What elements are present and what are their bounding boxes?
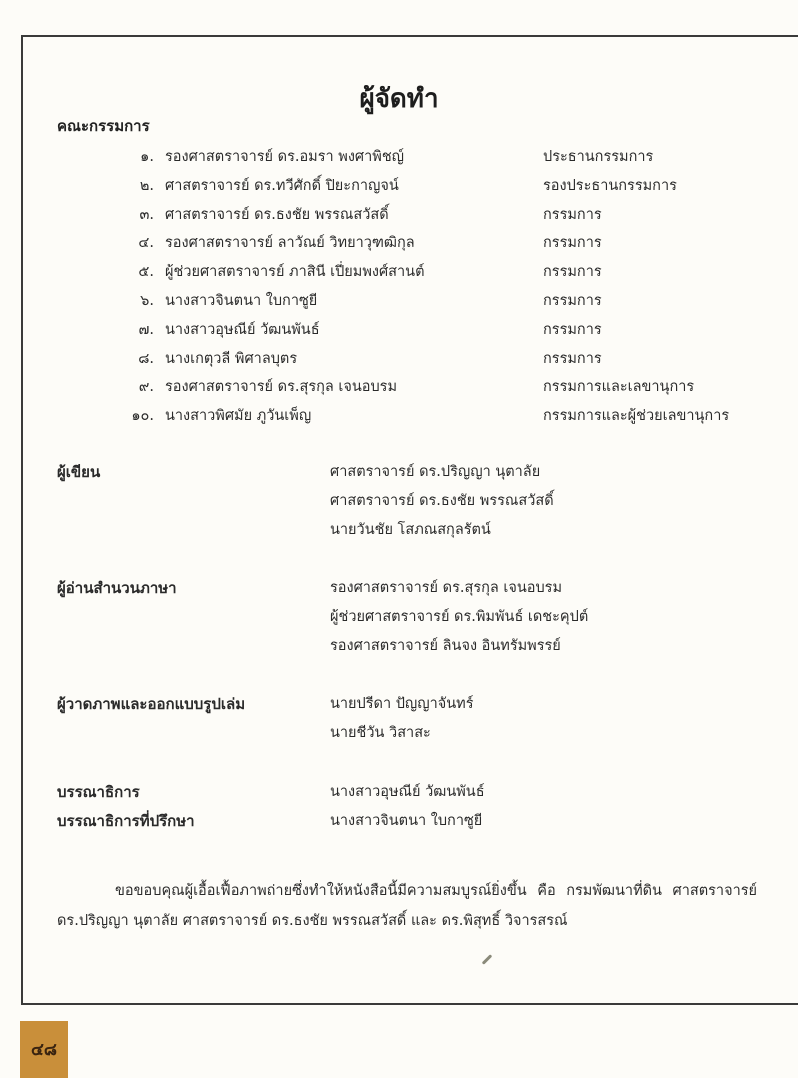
committee-number: ๓. — [139, 206, 154, 223]
writers-list — [330, 458, 554, 545]
committee-number: ๒. — [139, 177, 154, 194]
acknowledgement-paragraph — [57, 876, 757, 936]
committee-name: รองศาสตราจารย์ ดร.อมรา พงศาพิชญ์ — [165, 149, 405, 165]
committee-role: กรรมการ — [543, 350, 602, 367]
committee-name: ศาสตราจารย์ ดร.ทวีศักดิ์ ปิยะกาญจน์ — [165, 177, 399, 194]
language-readers-list — [330, 574, 588, 661]
page-title: ผู้จัดทำ — [359, 84, 439, 114]
committee-role: กรรมการ — [543, 292, 602, 309]
committee-name: รองศาสตราจารย์ ดร.สุรกุล เจนอบรม — [165, 379, 397, 396]
committee-number: ๘. — [138, 350, 154, 367]
language-reader-name: ผู้ช่วยศาสตราจารย์ ดร.พิมพันธ์ เดชะคุปต์ — [330, 609, 589, 625]
committee-role: กรรมการ — [543, 235, 602, 252]
committee-role: รองประธานกรรมการ — [543, 177, 677, 194]
editor-label: บรรณาธิการ — [57, 783, 140, 801]
consulting-editor-list — [330, 807, 482, 836]
committee-row — [0, 316, 798, 345]
committee-name: นางสาวพิศมัย ภูวันเพ็ญ — [165, 408, 312, 425]
page-number: ๔๘ — [31, 1040, 57, 1060]
editor-name: นางสาวอุษณีย์ วัฒนพันธ์ — [330, 784, 485, 800]
committee-row — [0, 345, 798, 374]
committee-row — [0, 373, 798, 402]
committee-list — [0, 143, 798, 431]
committee-role: กรรมการ — [543, 206, 602, 223]
illustrators-label: ผู้วาดภาพและออกแบบรูปเล่ม — [57, 695, 246, 713]
language-reader-name: รองศาสตราจารย์ ลินจง อินทรัมพรรย์ — [330, 638, 561, 654]
consulting-editor-name: นางสาวจินตนา ใบกาซูยี — [330, 813, 483, 829]
illustrator-name: นายชีวัน วิสาสะ — [330, 725, 431, 741]
committee-row — [0, 287, 798, 316]
committee-row — [0, 229, 798, 258]
acknowledgement-text: ขอขอบคุณผู้เอื้อเฟื้อภาพถ่ายซึ่งทำให้หนังสือนี้มีความสมบูรณ์ยิ่งขึ้น คือ กรมพัฒนาที่ดิน ศาสตราจารย์ ดร.ปริญญา นุตาลัย ศาสตราจารย์ ดร.ธงชัย พรรณสวัสดิ์ และ ดร.พิสุทธิ์ วิจารสรณ์ — [57, 883, 757, 929]
committee-name: ผู้ช่วยศาสตราจารย์ ภาสินี เปี่ยมพงศ์สานต์ — [165, 264, 425, 281]
committee-number: ๕. — [138, 264, 154, 281]
committee-name: รองศาสตราจารย์ ลาวัณย์ วิทยาวุฑฒิกุล — [165, 235, 415, 252]
consulting-editor-label: บรรณาธิการที่ปรึกษา — [57, 812, 195, 830]
committee-number: ๔. — [138, 235, 154, 252]
committee-row — [0, 201, 798, 230]
committee-name: ศาสตราจารย์ ดร.ธงชัย พรรณสวัสดิ์ — [165, 206, 389, 223]
committee-role: กรรมการ — [543, 264, 602, 281]
committee-row — [0, 143, 798, 172]
illustrator-name: นายปรีดา ปัญญาจันทร์ — [330, 696, 474, 712]
committee-number: ๑๐. — [131, 408, 154, 425]
writer-name: ศาสตราจารย์ ดร.ปริญญา นุตาลัย — [330, 464, 541, 480]
writers-label: ผู้เขียน — [57, 463, 101, 481]
page-number-box — [20, 1021, 68, 1078]
committee-role: กรรมการ — [543, 321, 602, 338]
committee-row — [0, 402, 798, 431]
language-readers-label: ผู้อ่านสำนวนภาษา — [57, 579, 177, 597]
illustrators-list — [330, 690, 474, 748]
committee-name: นางสาวจินตนา ใบกาซูยี — [165, 292, 318, 309]
committee-number: ๖. — [140, 292, 154, 309]
writer-name: ศาสตราจารย์ ดร.ธงชัย พรรณสวัสดิ์ — [330, 493, 554, 509]
committee-number: ๗. — [138, 321, 154, 338]
committee-row — [0, 258, 798, 287]
committee-name: นางสาวอุษณีย์ วัฒนพันธ์ — [165, 321, 320, 338]
committee-name: นางเกตุวลี พิศาลบุตร — [165, 350, 298, 367]
committee-role: กรรมการและผู้ช่วยเลขานุการ — [543, 408, 730, 425]
editor-list — [330, 778, 485, 807]
committee-role: กรรมการและเลขานุการ — [543, 379, 695, 396]
committee-number: ๑. — [140, 149, 154, 165]
committee-heading: คณะกรรมการ — [57, 117, 150, 135]
committee-role: ประธานกรรมการ — [543, 149, 654, 165]
committee-number: ๙. — [138, 379, 154, 396]
language-reader-name: รองศาสตราจารย์ ดร.สุรกุล เจนอบรม — [330, 580, 562, 596]
writer-name: นายวันชัย โสภณสกุลรัตน์ — [330, 522, 491, 538]
committee-row — [0, 172, 798, 201]
